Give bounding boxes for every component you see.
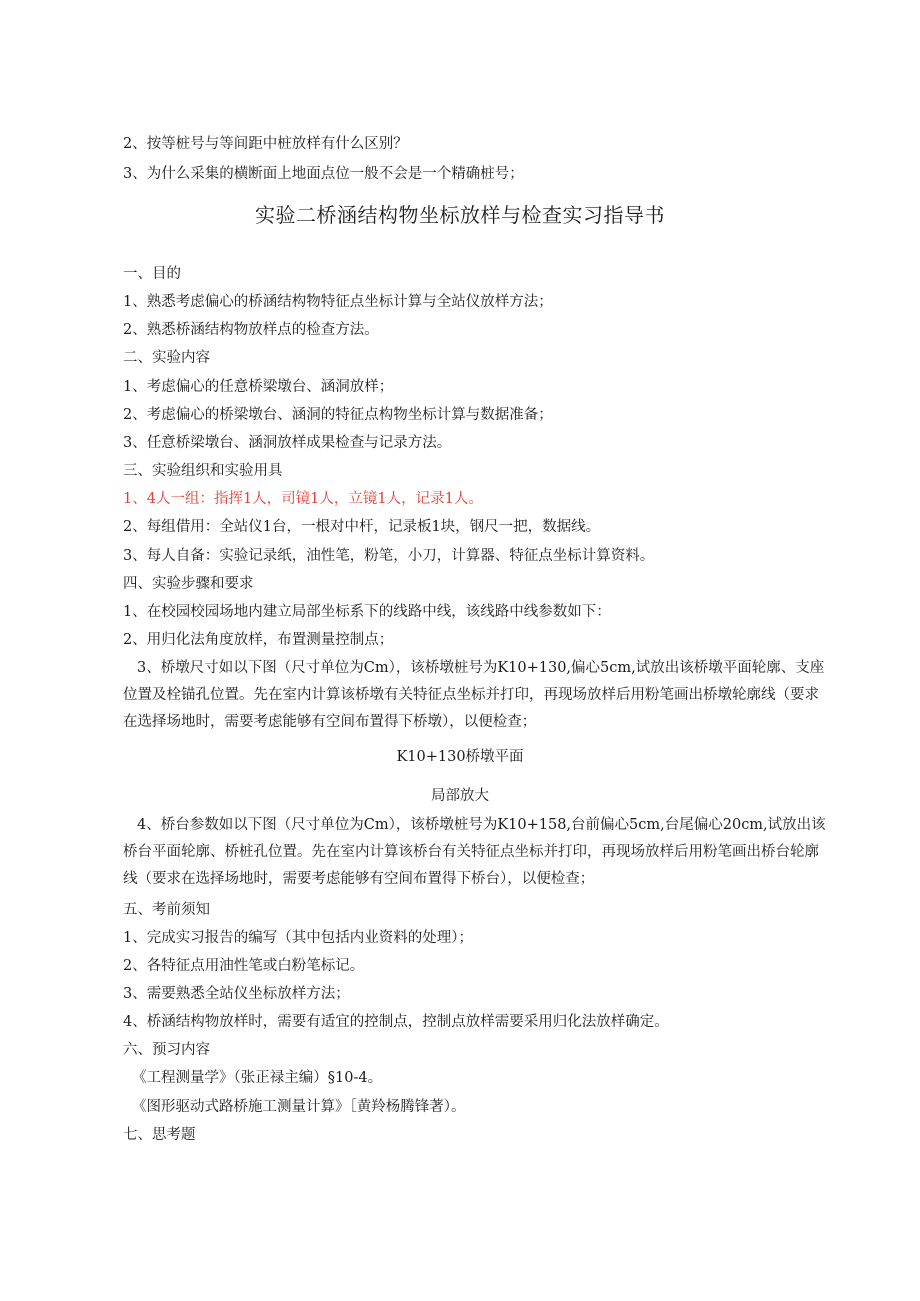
question-3: 3、为什么采集的横断面上地面点位一般不会是一个精确桩号； [123, 166, 524, 182]
content-item-2: 2、考虑偏心的桥梁墩台、涵洞的特征点构物坐标计算与数据准备； [123, 407, 553, 423]
notes-item-1: 1、完成实习报告的编写（其中包括内业资料的处理）； [123, 930, 473, 946]
section-heading-questions: 七、思考题 [123, 1127, 196, 1143]
section-heading-content: 二、实验内容 [123, 350, 210, 366]
preview-item-1: 《工程测量学》（张正禄主编）§10-4。 [132, 1070, 383, 1086]
content-item-3: 3、任意桥梁墩台、涵洞放样成果检查与记录方法。 [123, 435, 452, 451]
steps-item-1: 1、在校园校园场地内建立局部坐标系下的线路中线，该线路中线参数如下： [123, 604, 611, 620]
question-2: 2、按等桩号与等间距中桩放样有什么区别？ [123, 136, 408, 152]
section-heading-preview: 六、预习内容 [123, 1042, 210, 1058]
section-heading-steps: 四、实验步骤和要求 [123, 576, 254, 592]
steps-item-4: 4、桥台参数如以下图（尺寸单位为Cm），该桥墩桩号为K10+158,台前偏心5cm,台尾偏心20cm,试放出该桥台平面轮廓、桥桩孔位置。先在室内计算该桥台有关特征点坐标并打印，再现场放样后用粉笔画出桥台轮廓线（要求在选择场地时，需要考虑能够有空间布置得下桥台），以便检查； [123, 817, 826, 887]
section-heading-organization: 三、实验组织和实验用具 [123, 463, 283, 479]
figure-caption-detail: 局部放大 [431, 788, 489, 804]
figure-caption-pier-plan: K10+130桥墩平面 [396, 749, 524, 765]
purpose-item-1: 1、熟悉考虑偏心的桥涵结构物特征点坐标计算与全站仪放样方法； [123, 294, 553, 310]
document-title: 实验二桥涵结构物坐标放样与检查实习指导书 [255, 203, 665, 227]
section-heading-purpose: 一、目的 [123, 266, 181, 282]
steps-item-2: 2、用归化法角度放样，布置测量控制点； [123, 632, 394, 648]
purpose-item-2: 2、熟悉桥涵结构物放样点的检查方法。 [123, 322, 379, 338]
organization-item-2: 2、每组借用：全站仪1台，一根对中杆，记录板1块，钢尺一把，数据线。 [123, 519, 601, 535]
notes-item-2: 2、各特征点用油性笔或白粉笔标记。 [123, 958, 365, 974]
organization-item-3: 3、每人自备：实验记录纸，油性笔，粉笔，小刀，计算器、特征点坐标计算资料。 [123, 548, 655, 564]
notes-item-4: 4、桥涵结构物放样时，需要有适宜的控制点，控制点放样需要采用归化法放样确定。 [123, 1014, 669, 1030]
section-heading-notes: 五、考前须知 [123, 902, 210, 918]
steps-item-3: 3、桥墩尺寸如以下图（尺寸单位为Cm），该桥墩桩号为K10+130,偏心5cm,试放出该桥墩平面轮廓、支座位置及栓锚孔位置。先在室内计算该桥墩有关特征点坐标并打印，再现场放样后用粉笔画出桥墩轮廓线（要求在选择场地时，需要考虑能够有空间布置得下桥墩），以便检查； [123, 660, 825, 730]
preview-item-2: 《图形驱动式路桥施工测量计算》［黄羚杨腾锋著）。 [132, 1099, 466, 1115]
content-item-1: 1、考虑偏心的任意桥梁墩台、涵洞放样； [123, 379, 394, 395]
notes-item-3: 3、需要熟悉全站仪坐标放样方法； [123, 986, 350, 1002]
organization-item-1: 1、4人一组：指挥1人，司镜1人，立镜1人，记录1人。 [123, 491, 483, 507]
